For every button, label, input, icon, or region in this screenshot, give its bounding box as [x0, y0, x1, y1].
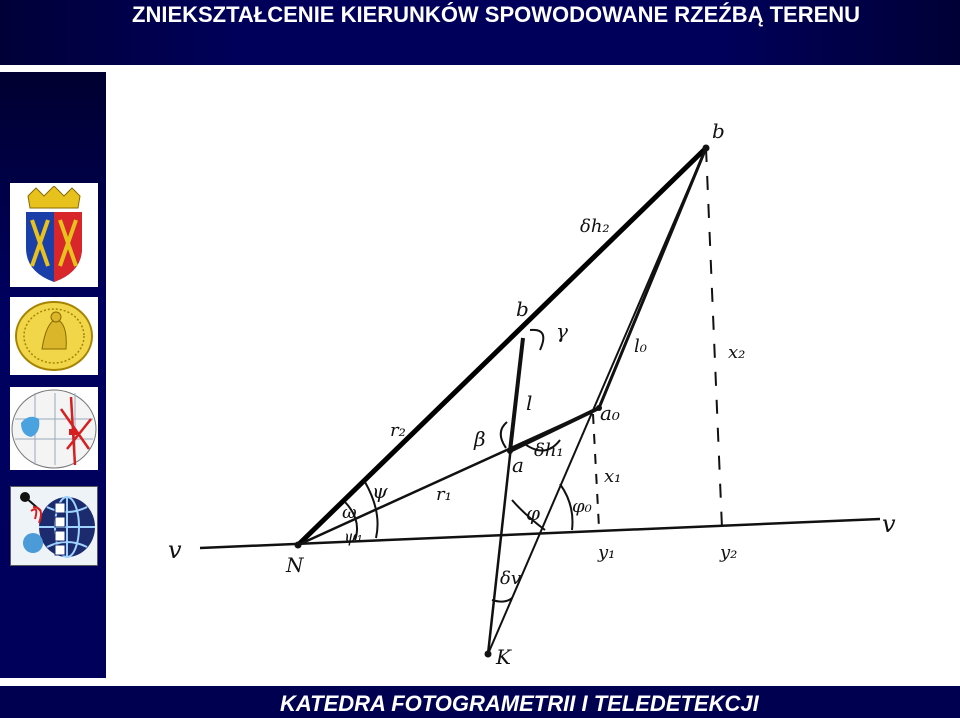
- label-b-top: b: [712, 119, 725, 143]
- map-fragment-icon: [10, 387, 98, 470]
- label-a0: a₀: [600, 401, 620, 425]
- label-psi: ψ: [372, 479, 388, 503]
- label-y1: y₁: [598, 542, 616, 563]
- label-b-mid: b: [516, 297, 529, 321]
- label-x2: x₂: [728, 342, 746, 363]
- footer-text: KATEDRA FOTOGRAMETRII I TELEDETEKCJI: [280, 691, 759, 716]
- golden-seal-icon: [10, 297, 98, 375]
- label-r2: r₂: [390, 420, 406, 441]
- label-gamma: γ: [556, 319, 568, 343]
- point-k: [485, 651, 492, 658]
- label-omega: ω: [342, 502, 357, 523]
- line-x2: [706, 148, 722, 528]
- line-x1: [593, 414, 599, 528]
- left-sidebar: [0, 72, 106, 678]
- point-n: [295, 542, 302, 549]
- line-k-bmid: [488, 338, 523, 654]
- label-beta: β: [474, 427, 486, 451]
- label-k: K: [496, 645, 511, 669]
- coat-of-arms-icon: [10, 183, 98, 287]
- label-phi: φ: [526, 501, 541, 525]
- header-bar: [0, 0, 960, 65]
- page-title: ZNIEKSZTAŁCENIE KIERUNKÓW SPOWODOWANE RZEŹBĄ TERENU: [132, 2, 861, 27]
- label-v-left: v: [168, 536, 182, 564]
- point-b-top: [703, 145, 710, 152]
- label-phi0: φ₀: [572, 496, 592, 517]
- label-v-right: v: [882, 510, 896, 538]
- label-sh1: δh₁: [534, 440, 564, 461]
- label-x1: x₁: [604, 466, 622, 487]
- label-l0: l₀: [634, 336, 647, 357]
- label-y2: y₂: [720, 542, 738, 563]
- label-n: N: [286, 553, 304, 577]
- footer-bar: [0, 686, 960, 718]
- geometry-diagram: [106, 66, 960, 682]
- label-psi1: ψ₁: [344, 527, 363, 546]
- label-l: l: [526, 391, 533, 415]
- label-sv: δv: [500, 568, 522, 589]
- label-a: a: [512, 453, 524, 477]
- label-r1: r₁: [436, 484, 452, 505]
- kfit-globe-logo-icon: [10, 486, 98, 566]
- label-sh2: δh₂: [580, 216, 610, 237]
